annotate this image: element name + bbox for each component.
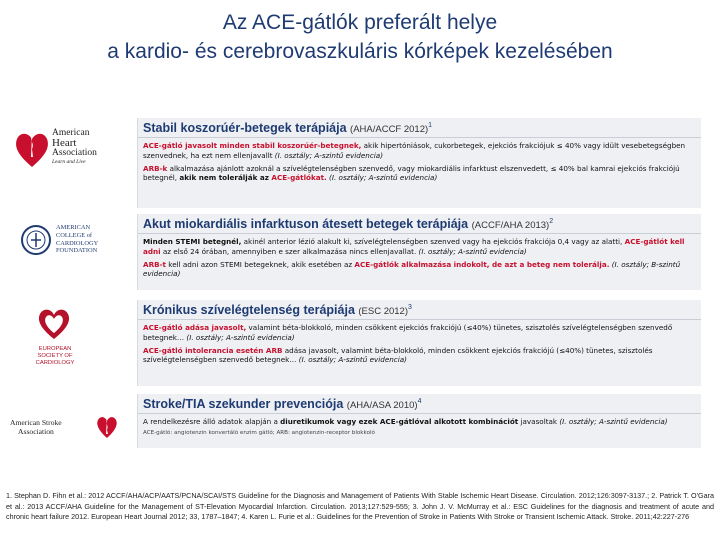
s3-p1-rest: valamint béta-blokkoló, minden csökkent ejekciós frakciójú (≤40%) tünetes, szisztolés szívelégtelenségben szenvedő betegnek… [143,323,673,342]
heart-torch-icon [14,127,50,171]
asa-logo [10,410,135,444]
s2-p1-bold: Minden STEMI betegnél, [143,237,242,246]
section-1-ref: 1 [428,121,433,129]
s2-p2-red2: ACE-gátlók alkalmazása indokolt, de azt a beteg nem tolerálja. [354,259,610,269]
aha-logo [14,123,132,175]
aha-name-1: American [52,128,90,138]
section-2-para-2 [138,260,701,283]
s2-p2-mid: kell adni azon STEMI betegeknek, akik esetében az [166,259,355,269]
s1-p1-evidence: (I. osztály; A-szintű evidencia) [274,150,383,160]
section-2-title: Akut miokardiális infarktuson átesett betegek terápiája [143,217,469,231]
section-3-para-2 [138,346,701,369]
section-3-ref: 3 [408,303,412,311]
s4-p1-rest: javasoltak [518,417,560,426]
title-line-1: Az ACE-gátlók preferált helye [222,11,498,34]
section-3-source: (ESC 2012) [358,306,409,317]
section-4-source: (AHA/ASA 2010) [346,400,418,411]
s3-p2-mid: adása javasolt, valamint béta-blokkoló, minden csökkent ejekciós frakciójú (≤40%) tünetes, szisztolés szívelégtelenségben szenvedő betegnek… [143,345,653,365]
aha-tagline: Learn and Live [52,159,86,165]
title-line-2: a kardio- és cerebrovaszkuláris kórképek kezelésében [107,40,613,63]
section-acute-mi [137,214,701,290]
s1-p2-red1: ARB-k [143,163,168,173]
accf-line-1: AMERICAN [56,224,91,231]
section-2-para-1 [138,234,701,260]
section-stable-cad [137,118,701,208]
section-1-source: (AHA/ACCF 2012) [350,124,429,135]
s1-p2-red2: ACE-gátlókat. [271,173,327,183]
section-2-ref: 2 [549,217,554,225]
section-4-footnote: ACE-gátló: angiotenzin konvertáló enzim gátló; ARB: angiotenzin-receptor blokkoló [143,429,375,436]
section-1-para-2 [138,164,701,187]
s3-p1-evidence: (I. osztály; A-szintű evidencia) [186,332,295,342]
heart-stars-icon [35,306,73,342]
s2-p1-evidence: (I. osztály; A-szintű evidencia) [418,246,527,256]
section-chronic-hf [137,300,701,386]
section-4-title: Stroke/TIA szekunder prevenciója [143,397,344,411]
section-4-ref: 4 [417,397,422,405]
section-3-para-1 [138,320,701,346]
section-4-heading [138,394,701,413]
aha-name-2: Heart [52,137,77,149]
s2-p1-mid: akinél anterior lézió alakult ki, szívelégtelenségben szenved vagy ha ejekciós frakciója 0,4 vagy az alatti, [241,237,625,246]
asa-line-1: American Stroke [10,418,62,427]
esc-line-1: EUROPEAN [38,346,72,352]
accf-line-2: COLLEGE of [56,231,93,239]
esc-line-3: CARDIOLOGY [35,360,75,366]
references: 1. Stephan D. Fihn et al.: 2012 ACCF/AHA/ACP/AATS/PCNA/SCAI/STS Guideline for the Diagnosis and Management of Patients With Stable Ischemic Heart Disease. Circulation. 2012;126:3097-3137.; 2. Patrick T. O'Gara et al.: 2013 ACCF/AHA Guideline for the Management of ST-Elevation Myocardial Infarction. Circulation. 2013;127:529-555; 3. John J. V. McMurray et al.: ESC Guidelines for the diagnosis and treatment of acute and chronic heart failure 2012. European Heart Journal 2012; 33, 1787–1847; 4. Karen L. Furie et al.: Guidelines for the Prevention of Stroke in Patients With Stroke or Transient Ischemic Attack. Stroke. 2011;42:227-276 [6,491,714,522]
esc-line-2: SOCIETY OF [37,353,73,359]
s1-p2-evidence: (I. osztály; A-szintű evidencia) [326,173,438,183]
s1-p2-mid: alkalmazása ajánlott azoknál a szívelégtelenségben szenvedő, vagy miokardiális infarktust elszenvedett, ≤ 40% bal kamrai ejekciós frakciójú betegnél, [143,163,680,183]
section-1-heading [138,118,701,137]
accf-line-4: FOUNDATION [56,247,98,255]
s2-p2-red1: ARB-t [143,259,166,269]
section-3-heading [138,300,701,319]
esc-logo [20,306,100,376]
section-2-heading [138,214,701,233]
section-stroke-tia [137,394,701,448]
s2-p2-evidence: (I. osztály; B-szintű evidencia) [143,259,681,279]
section-4-para-1 [138,414,701,430]
s3-p1-red: ACE-gátló adása javasolt, [143,323,247,332]
asa-heart-icon [96,414,118,440]
accf-logo [20,218,130,268]
aha-name-3: Association [52,148,97,158]
s1-p1-rest: akik hipertóniások, cukorbetegek, ejekciós frakciójuk ≤ 40% vagy idült vesebetegségben szenvednek, ha ezt nem ellenjavallt [143,141,686,160]
section-2-source: (ACCF/AHA 2013) [471,220,550,231]
s4-p1-evidence: (I. osztály; A-szintű evidencia) [559,417,668,426]
s1-p1-red: ACE-gátló javasolt minden stabil koszorúér-betegnek, [143,141,362,150]
s2-p1-red: ACE-gátlót kell adni [143,237,685,256]
s3-p2-red1: ACE-gátló intolerancia esetén ARB [143,345,283,355]
s4-p1-bold: diuretikumok vagy ezek ACE-gátlóval alkotott kombinációt [280,417,519,426]
asa-line-2: Association [18,427,54,436]
s2-p1-rest: az első 24 órában, amennyiben e szer alkalmazása nincs ellenjavallat. [160,246,419,256]
section-1-para-1 [138,138,701,164]
section-3-title: Krónikus szívelégtelenség terápiája [143,303,355,317]
s4-p1-text: A rendelkezésre álló adatok alapján a [143,417,281,426]
s3-p2-evidence: (I. osztály; A-szintű evidencia) [298,355,407,365]
s1-p2-bold: akik nem tolerálják az [179,173,272,183]
section-1-title: Stabil koszorúér-betegek terápiája [143,121,347,135]
accf-line-3: CARDIOLOGY [56,239,99,247]
accf-seal-icon [20,224,52,256]
slide-title [0,8,720,66]
